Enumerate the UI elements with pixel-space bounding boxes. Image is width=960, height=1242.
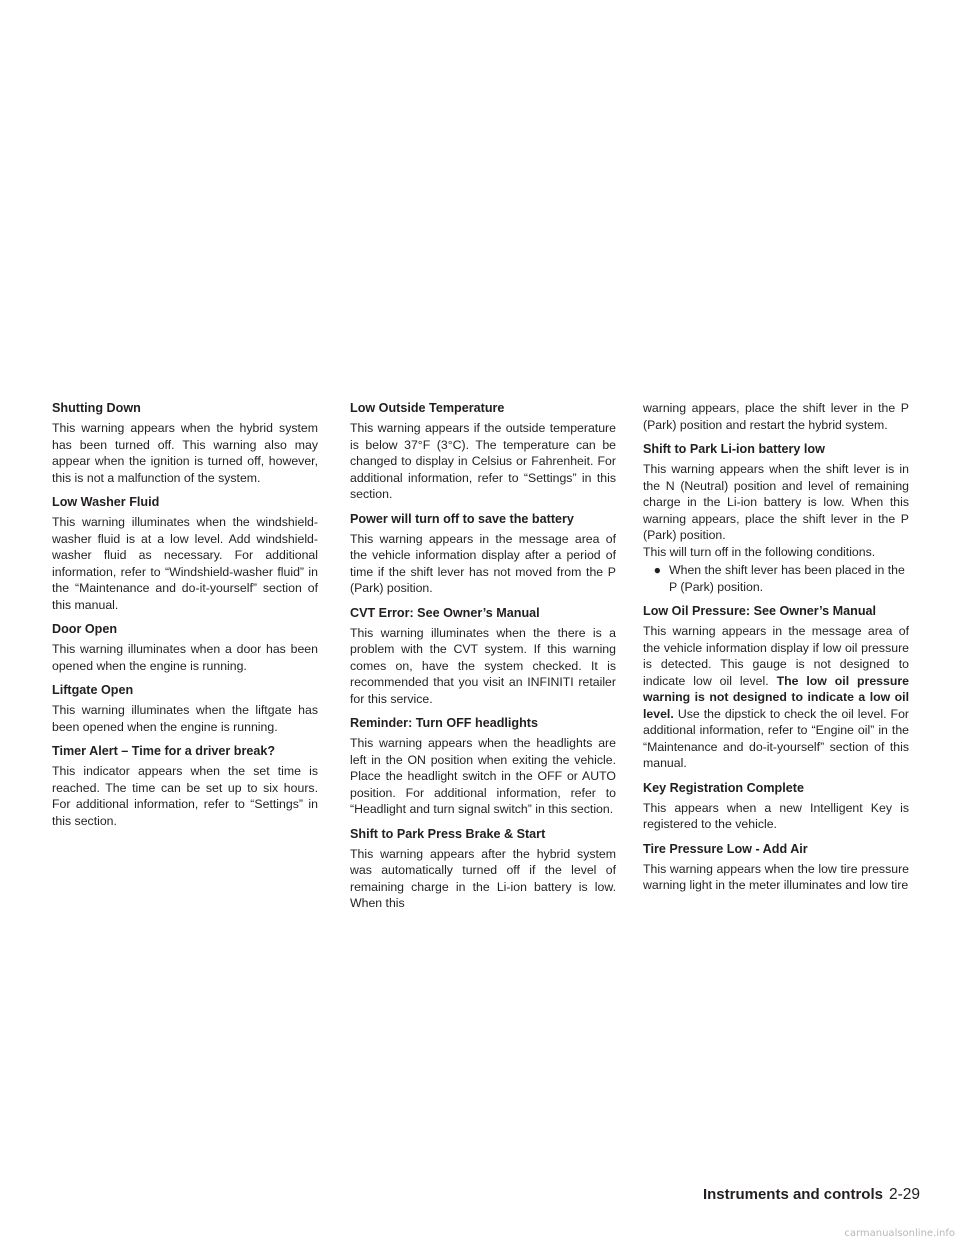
paragraph-tire-pressure: This warning appears when the low tire pressure warning light in the meter illuminates and low tire (643, 861, 909, 892)
paragraph-shutting-down: This warning appears when the hybrid system has been turned off. This warning also may appear when the ignition is turned off, however, this is not a malfunction of the system. (52, 421, 318, 485)
column-middle (350, 400, 616, 916)
heading-low-oil-pressure: Low Oil Pressure: See Owner’s Manual (643, 604, 877, 618)
paragraph-low-oil-pressure (643, 623, 909, 772)
paragraph-conditions: This will turn off in the following conditions. (643, 544, 876, 559)
bullet-text: When the shift lever has been placed in the P (Park) position. (669, 563, 905, 594)
page-footer (700, 1186, 920, 1204)
low-oil-bold-warning: The low oil pressure warning is not designed to indicate a low oil level. (643, 673, 909, 721)
footer-section-title: Instruments and controls (702, 1186, 883, 1203)
heading-door-open: Door Open (52, 622, 118, 636)
paragraph-low-washer-fluid: This warning illuminates when the windshield-washer fluid is at a low level. Add windshield-washer fluid as necessary. For additional information, refer to “Windshield-washer fluid” in the “Maintenance and do-it-yourself” section of this manual. (52, 515, 318, 612)
paragraph-door-open: This warning illuminates when a door has been opened when the engine is running. (52, 642, 318, 673)
heading-low-outside-temperature: Low Outside Temperature (350, 401, 505, 415)
paragraph-shift-park-brake: This warning appears after the hybrid system was automatically turned off if the level of remaining charge in the Li-ion battery is low. When this (350, 846, 616, 910)
paragraph-key-registration: This appears when a new Intelligent Key is registered to the vehicle. (643, 800, 909, 831)
low-oil-text-after: Use the dipstick to check the oil level. For additional information, refer to “Engine oil” in the “Maintenance and do-it-yourself” section of this manual. (643, 706, 909, 770)
heading-liftgate-open: Liftgate Open (52, 683, 134, 697)
low-oil-text-before: This warning appears in the message area of the vehicle information display if low oil pressure is detected. This gauge is not designed to indicate low oil level. (643, 624, 909, 688)
heading-power-off: Power will turn off to save the battery (350, 511, 574, 526)
paragraph-shift-park-li-ion: This warning appears when the shift lever is in the N (Neutral) position and level of remaining charge in the Li-ion battery is low. When this warning appears, place the shift lever in the P (Park) position. (643, 462, 909, 542)
heading-low-washer-fluid: Low Washer Fluid (52, 495, 160, 509)
paragraph-liftgate-open: This warning illuminates when the liftgate has been opened when the engine is running. (52, 703, 318, 734)
paragraph-headlights-reminder: This warning appears when the headlights are left in the ON position when exiting the vehicle. Place the headlight switch in the OFF or AUTO position. For additional information, refer to “Headlight and turn signal switch” in this section. (350, 736, 616, 816)
paragraph-timer-alert: This indicator appears when the set time is reached. The time can be set up to six hours. For additional information, refer to “Settings” in this section. (52, 764, 318, 828)
heading-tire-pressure: Tire Pressure Low - Add Air (643, 841, 808, 856)
paragraph-continuation: warning appears, place the shift lever in the P (Park) position and restart the hybrid system. (643, 401, 909, 432)
heading-shutting-down: Shutting Down (52, 401, 141, 415)
column-left (52, 400, 318, 833)
heading-key-registration: Key Registration Complete (643, 780, 804, 795)
paragraph-low-outside-temperature: This warning appears if the outside temperature is below 37°F (3°C). The temperature can be changed to display in Celsius or Fahrenheit. For additional information, refer to “Settings” in this section. (350, 421, 616, 501)
heading-timer-alert: Timer Alert – Time for a driver break? (52, 744, 276, 758)
heading-shift-park-brake: Shift to Park Press Brake & Start (350, 826, 546, 841)
paragraph-power-off: This warning appears in the message area of the vehicle information display after a period of time if the shift lever has not moved from the P (Park) position. (350, 531, 616, 595)
column-right (643, 400, 909, 898)
bullet-icon: ● (653, 563, 661, 577)
page-number: 2-29 (888, 1186, 920, 1203)
heading-shift-park-li-ion: Shift to Park Li-ion battery low (643, 442, 825, 456)
paragraph-cvt-error: This warning illuminates when the there is a problem with the CVT system. If this warning comes on, have the system checked. It is recommended that you visit an INFINITI retailer for this service. (350, 625, 616, 706)
watermark: carmanualsonline.info (844, 1228, 955, 1239)
heading-headlights-reminder: Reminder: Turn OFF headlights (350, 716, 538, 730)
bullet-item (643, 562, 909, 595)
heading-cvt-error: CVT Error: See Owner’s Manual (350, 605, 540, 620)
